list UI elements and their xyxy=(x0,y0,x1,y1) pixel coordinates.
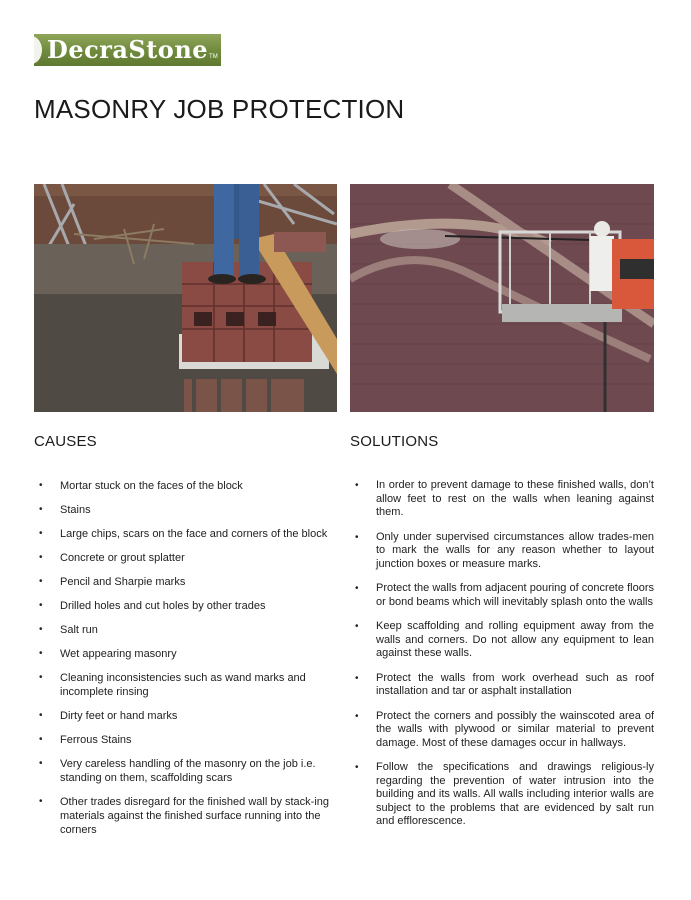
causes-section xyxy=(34,433,337,847)
list-item: • Large chips, scars on the face and corners of the block xyxy=(34,527,337,541)
solutions-section xyxy=(350,433,654,840)
list-item: • Protect the walls from work overhead such as roof installation and tar or asphalt installation xyxy=(350,672,654,699)
causes-heading: CAUSES xyxy=(34,433,97,450)
list-item: • Pencil and Sharpie marks xyxy=(34,575,337,589)
photo-left-illustration xyxy=(34,184,337,412)
causes-list xyxy=(34,479,337,837)
list-item: • Protect the corners and possibly the wainscoted area of the walls with plywood or similar material to prevent damage. Most of these damages occur in hallways. xyxy=(350,710,654,751)
list-item: • Keep scaffolding and rolling equipment away from the walls and corners. Do not allow any equipment to lean against these walls. xyxy=(350,620,654,661)
solutions-list xyxy=(350,479,654,829)
list-item: • Stains xyxy=(34,503,337,517)
list-item: • Follow the specifications and drawings religious-ly regarding the prevention of water intrusion into the building and its walls. All walls including interior walls are subject to the problems that are evidenced by salt run and efflorescence. xyxy=(350,761,654,829)
photo-right-illustration xyxy=(350,184,654,412)
list-item: • Concrete or grout splatter xyxy=(34,551,337,565)
list-item: • Drilled holes and cut holes by other trades xyxy=(34,599,337,613)
decrastone-logo xyxy=(34,34,221,66)
list-item: • Only under supervised circumstances allow trades-men to mark the walls for any reason whether to layout junction boxes or measure marks. xyxy=(350,531,654,572)
masonry-blocks-photo xyxy=(34,184,337,412)
list-item: • Cleaning inconsistencies such as wand marks and incomplete rinsing xyxy=(34,671,337,699)
list-item: • Very careless handling of the masonry on the job i.e. standing on them, scaffolding scars xyxy=(34,757,337,785)
list-item: • Mortar stuck on the faces of the block xyxy=(34,479,337,493)
pressure-washing-photo xyxy=(350,184,654,412)
list-item: • Protect the walls from adjacent pouring of concrete floors or bond beams which will inevitably splash onto the walls xyxy=(350,582,654,609)
solutions-heading: SOLUTIONS xyxy=(350,433,439,450)
list-item: • Salt run xyxy=(34,623,337,637)
logo-swoosh-icon xyxy=(34,34,44,66)
logo-trademark: TM xyxy=(209,54,218,60)
list-item: • Ferrous Stains xyxy=(34,733,337,747)
page-title: MASONRY JOB PROTECTION xyxy=(34,94,405,124)
list-item: • Dirty feet or hand marks xyxy=(34,709,337,723)
list-item: • In order to prevent damage to these finished walls, don’t allow feet to rest on the walls when leaning against them. xyxy=(350,479,654,520)
list-item: • Wet appearing masonry xyxy=(34,647,337,661)
list-item: • Other trades disregard for the finished wall by stack-ing materials against the finished surface running into the corners xyxy=(34,795,337,837)
logo-text: DecraStone xyxy=(47,35,209,64)
